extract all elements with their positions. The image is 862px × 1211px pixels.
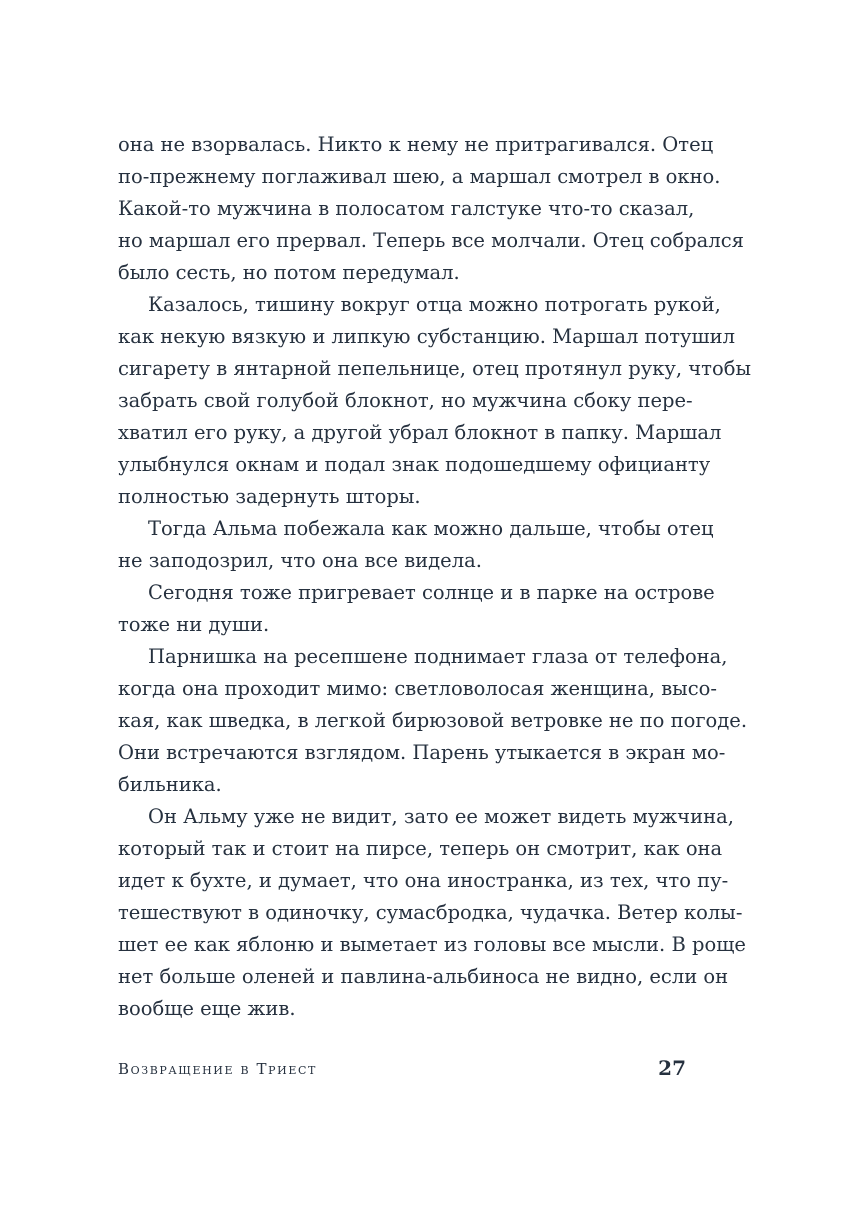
- paragraph-first-line: Он Альму уже не видит, зато ее может видеть мужчина,: [148, 805, 734, 828]
- text-line: как некую вязкую и липкую субстанцию. Маршал потушил: [118, 325, 736, 348]
- text-line: кая, как шведка, в легкой бирюзовой ветровке не по погоде.: [118, 709, 748, 732]
- text-line: хватил его руку, а другой убрал блокнот в папку. Маршал: [118, 421, 722, 444]
- text-line: она не взорвалась. Никто к нему не притрагивался. Отец: [118, 133, 714, 156]
- text-line: забрать свой голубой блокнот, но мужчина сбоку пере-: [118, 389, 693, 412]
- text-line: сигарету в янтарной пепельнице, отец протянул руку, чтобы: [118, 357, 751, 380]
- text-line: шет ее как яблоню и выметает из головы все мысли. В роще: [118, 933, 746, 956]
- text-line: бильника.: [118, 773, 222, 796]
- text-line: тоже ни души.: [118, 613, 270, 636]
- text-line: когда она проходит мимо: светловолосая женщина, высо-: [118, 677, 717, 700]
- text-line: который так и стоит на пирсе, теперь он смотрит, как она: [118, 837, 723, 860]
- text-line: тешествуют в одиночку, сумасбродка, чудачка. Ветер колы-: [118, 901, 743, 924]
- text-line: было сесть, но потом передумал.: [118, 261, 460, 284]
- paragraph-first-line: Тогда Альма побежала как можно дальше, чтобы отец: [148, 517, 714, 540]
- running-title: Возвращение в Триест: [118, 1060, 317, 1078]
- text-line: вообще еще жив.: [118, 997, 296, 1020]
- paragraph-first-line: Казалось, тишину вокруг отца можно потрогать рукой,: [148, 293, 721, 316]
- text-line: Какой-то мужчина в полосатом галстуке что-то сказал,: [118, 197, 695, 220]
- text-line: не заподозрил, что она все видела.: [118, 549, 482, 572]
- text-line: Они встречаются взглядом. Парень утыкается в экран мо-: [118, 741, 726, 764]
- paragraph-first-line: Сегодня тоже пригревает солнце и в парке на острове: [148, 581, 715, 604]
- text-line: но маршал его прервал. Теперь все молчали. Отец собрался: [118, 229, 744, 252]
- text-line: улыбнулся окнам и подал знак подошедшему официанту: [118, 453, 711, 476]
- text-line: полностью задернуть шторы.: [118, 485, 421, 508]
- paragraph-first-line: Парнишка на ресепшене поднимает глаза от телефона,: [148, 645, 728, 668]
- text-line: нет больше оленей и павлина-альбиноса не видно, если он: [118, 965, 729, 988]
- text-line: по-прежнему поглаживал шею, а маршал смотрел в окно.: [118, 165, 721, 188]
- text-line: идет к бухте, и думает, что она иностранка, из тех, что пу-: [118, 869, 729, 892]
- page-number: 27: [658, 1056, 686, 1080]
